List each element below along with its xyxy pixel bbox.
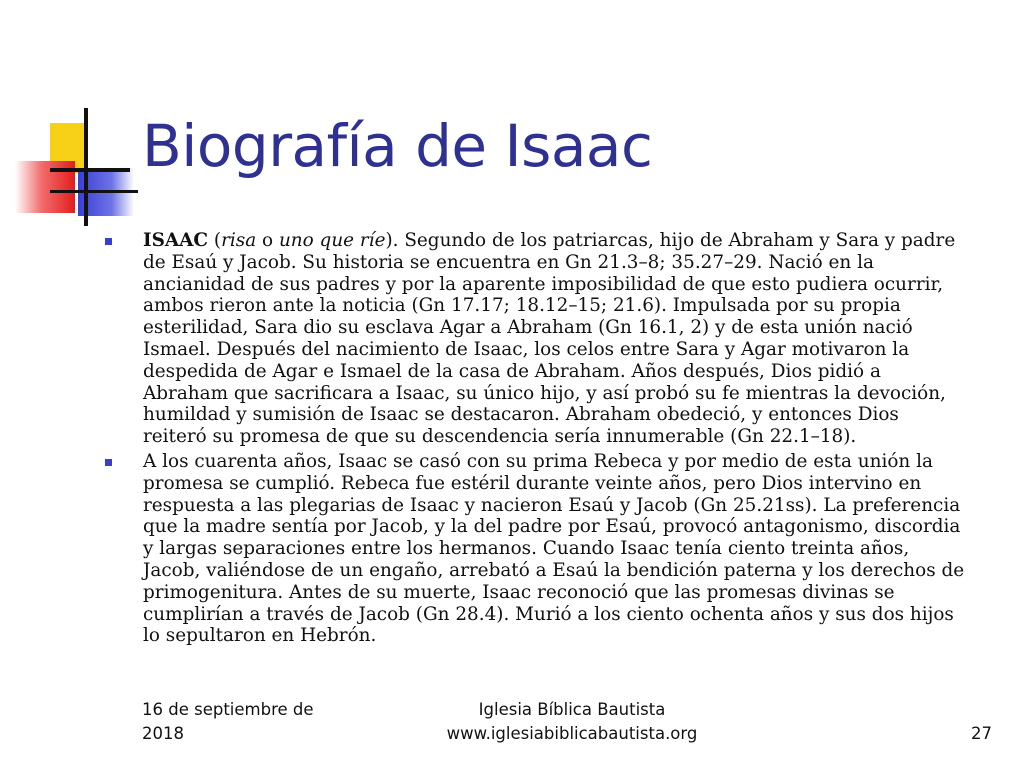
bullet-square-icon	[105, 238, 112, 245]
bullet-italic-term-1: risa	[221, 230, 257, 251]
bullet-text-1: ). Segundo de los patriarcas, hijo de Abraham y Sara y padre de Esaú y Jacob. Su historia se encuentra en Gn 21.3–8; 35.27–29. Nació en la ancianidad de sus padres y por la aparente imposibilidad de que esto pudiera ocurrir, ambos rieron ante la noticia (Gn 17.17; 18.12–15; 21.6). Impulsada por su propia esterilidad, Sara dio su esclava Agar a Abraham (Gn 16.1, 2) y de esta unión nació Ismael. Después del nacimiento de Isaac, los celos entre Sara y Agar motivaron la despedida de Agar e Ismael de la casa de Abraham. Años después, Dios pidió a Abraham que sacrificara a Isaac, su único hijo, y así probó su fe mientras la devoción, humildad y sumisión de Isaac se destacaron. Abraham obedeció, y entonces Dios reiteró su promesa de que su descendencia sería innumerable (Gn 22.1–18).	[143, 230, 956, 448]
bullet-italic-term-2: uno que ríe	[278, 230, 386, 251]
slide-title: Biografía de Isaac	[142, 112, 653, 180]
logo-horizontal-line-lower	[50, 190, 138, 193]
page-number: 27	[971, 724, 992, 743]
footer-website: www.iglesiabiblicabautista.org	[446, 724, 698, 743]
bullet-list	[105, 230, 965, 650]
logo-horizontal-line	[50, 168, 130, 172]
bullet-lead-term: ISAAC	[143, 230, 209, 251]
bullet-item-2	[105, 451, 965, 647]
bullet-open-paren: (	[208, 230, 222, 251]
logo-vertical-line	[84, 108, 88, 226]
footer-org-name: Iglesia Bíblica Bautista	[478, 700, 666, 719]
bullet-item-1	[105, 230, 965, 448]
bullet-connector: o	[256, 230, 279, 251]
footer-date: 16 de septiembre de 2018	[142, 700, 314, 743]
bullet-text-2: A los cuarenta años, Isaac se casó con su prima Rebeca y por medio de esta unión la promesa se cumplió. Rebeca fue estéril durante veinte años, pero Dios intervino en respuesta a las plegarias de Isaac y nacieron Esaú y Jacob (Gn 25.21ss). La preferencia que la madre sentía por Jacob, y la del padre por Esaú, provocó antagonismo, discordia y largas separaciones entre los hermanos. Cuando Isaac tenía ciento treinta años, Jacob, valiéndose de un engaño, arrebató a Esaú la bendición paterna y los derechos de primogenitura. Antes de su muerte, Isaac reconoció que las promesas divinas se cumplirían a través de Jacob (Gn 28.4). Murió a los ciento ochenta años y sus dos hijos lo sepultaron en Hebrón.	[143, 450, 965, 647]
decorative-logo-icon	[10, 108, 140, 228]
bullet-square-icon	[105, 459, 112, 466]
footer-organization	[412, 698, 732, 746]
